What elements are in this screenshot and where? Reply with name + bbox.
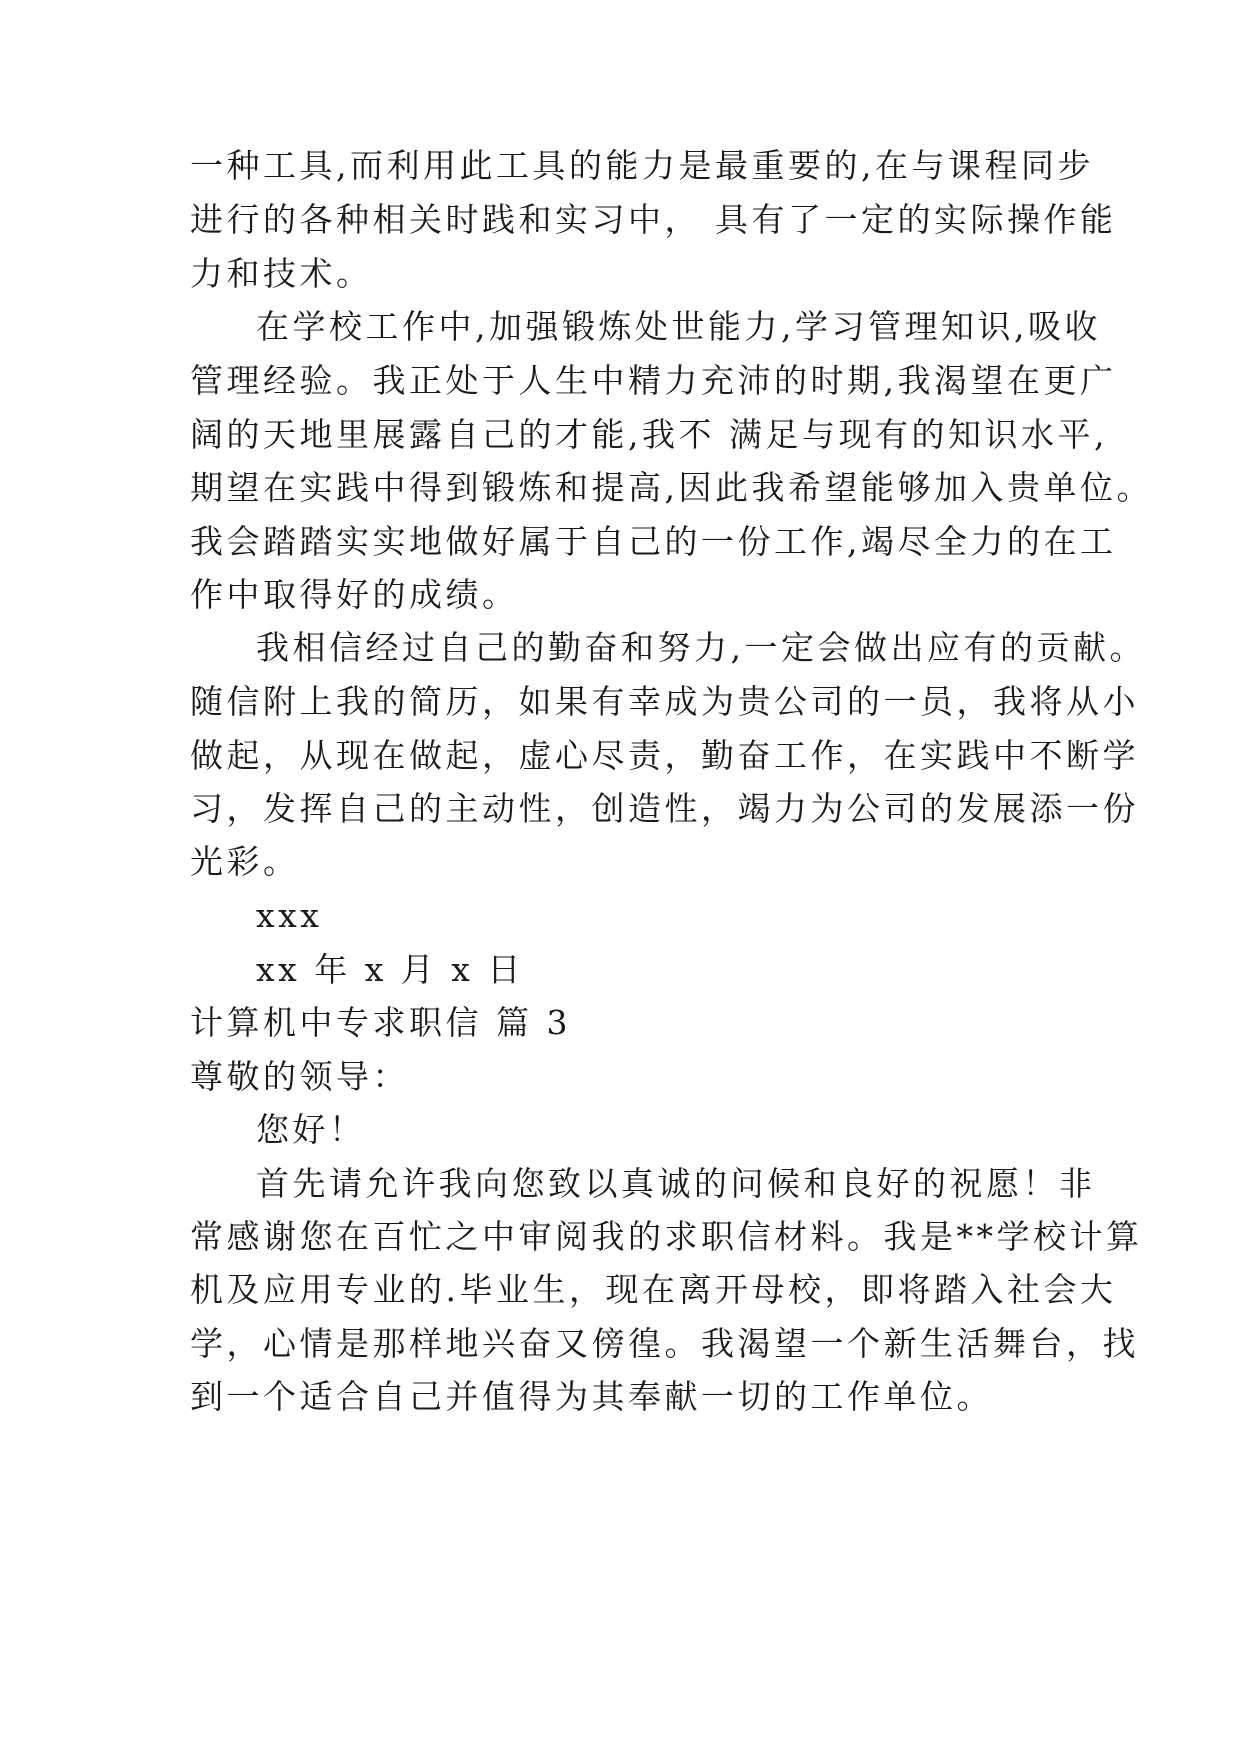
paragraph-line: 作中取得好的成绩。	[190, 575, 519, 614]
paragraph-line: 在学校工作中,加强锻炼处世能力,学习管理知识,吸收	[256, 307, 1101, 346]
signature-date: xx 年 x 月 x 日	[256, 950, 524, 989]
paragraph-line: 阔的天地里展露自己的才能,我不 满足与现有的知识水平,	[190, 415, 1108, 454]
section-heading: 计算机中专求职信 篇 3	[190, 1003, 571, 1042]
paragraph-line: 一种工具,而利用此工具的能力是最重要的,在与课程同步	[190, 146, 1094, 185]
paragraph-line: 期望在实践中得到锻炼和提高,因此我希望能够加入贵单位。	[190, 468, 1153, 507]
paragraph-line: 光彩。	[190, 842, 300, 881]
paragraph-line: 常感谢您在百忙之中审阅我的求职信材料。我是**学校计算	[190, 1217, 1143, 1256]
signature-name: xxx	[256, 896, 323, 935]
paragraph-line: 我会踏踏实实地做好属于自己的一份工作,竭尽全力的在工	[190, 522, 1117, 561]
salutation: 尊敬的领导：	[190, 1057, 409, 1096]
paragraph-line: 随信附上我的简历，如果有幸成为贵公司的一员，我将从小	[190, 682, 1139, 721]
paragraph-line: 机及应用专业的.毕业生，现在离开母校，即将踏入社会大	[190, 1270, 1117, 1309]
paragraph-line: 习，发挥自己的主动性，创造性，竭力为公司的发展添一份	[190, 789, 1139, 828]
paragraph-line: 管理经验。我正处于人生中精力充沛的时期,我渴望在更广	[190, 361, 1117, 400]
greeting: 您好！	[256, 1110, 366, 1149]
paragraph-line: 做起，从现在做起，虚心尽责，勤奋工作，在实践中不断学	[190, 736, 1139, 775]
paragraph-line: 首先请允许我向您致以真诚的问候和良好的祝愿！非	[256, 1164, 1096, 1203]
paragraph-line: 进行的各种相关时践和实习中， 具有了一定的实际操作能	[190, 200, 1117, 239]
paragraph-line: 到一个适合自己并值得为其奉献一切的工作单位。	[190, 1377, 993, 1416]
paragraph-line: 我相信经过自己的勤奋和努力,一定会做出应有的贡献。	[256, 628, 1146, 667]
paragraph-line: 学，心情是那样地兴奋又傍徨。我渴望一个新生活舞台，找	[190, 1324, 1139, 1363]
paragraph-line: 力和技术。	[190, 254, 373, 293]
